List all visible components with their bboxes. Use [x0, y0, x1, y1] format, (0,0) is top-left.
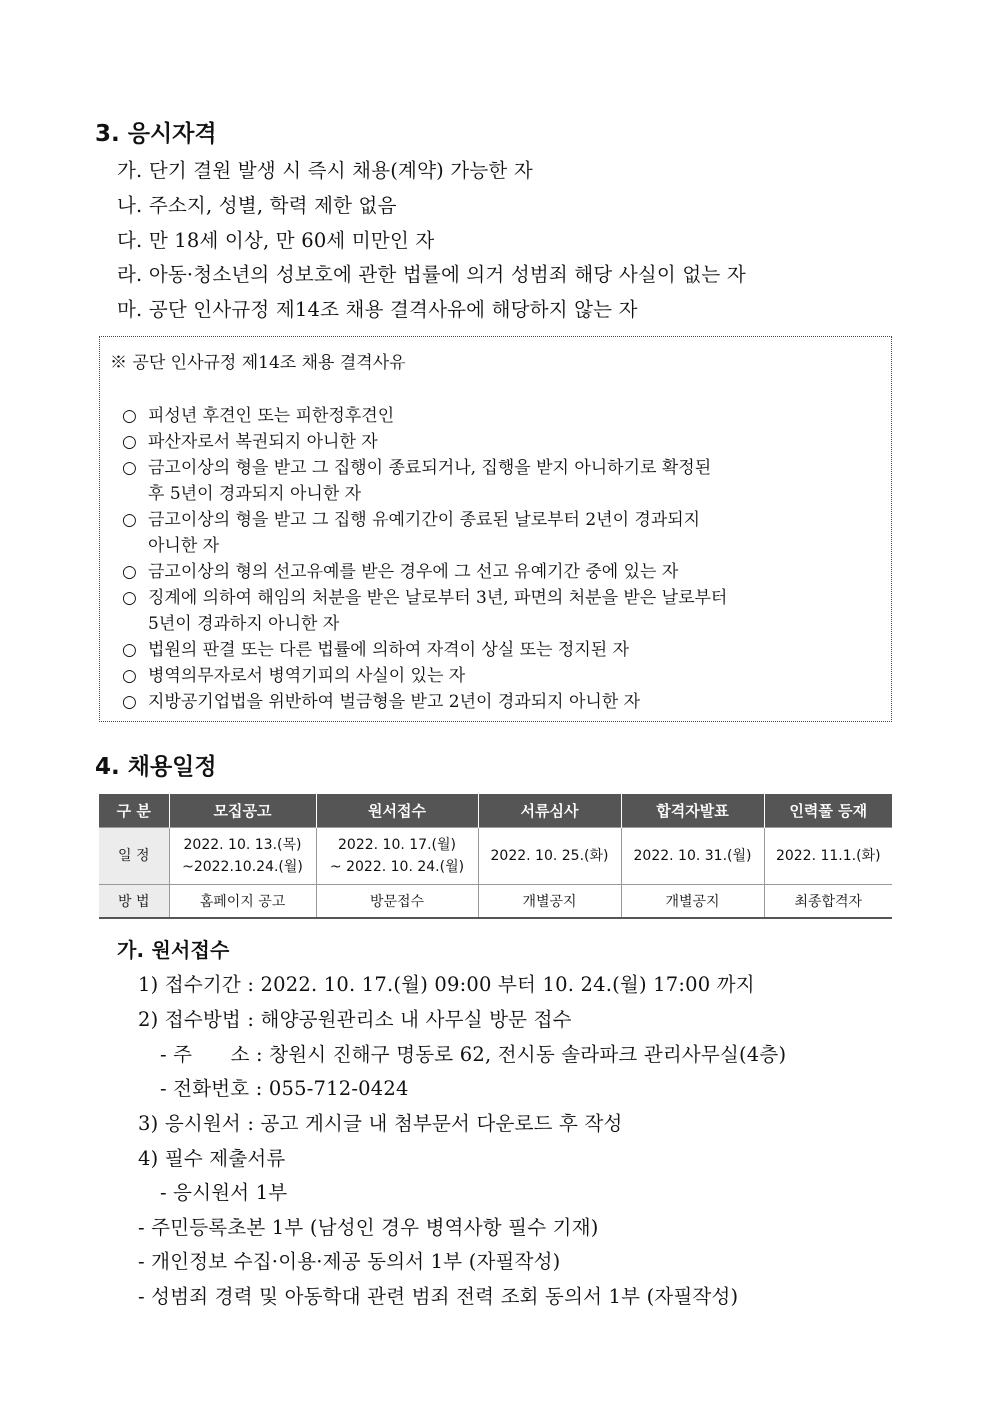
bullet-circle-icon: ○: [122, 562, 137, 582]
disqualification-box: [99, 336, 892, 722]
application-line: - 성범죄 경력 및 아동학대 관련 범죄 전력 조회 동의서 1부 (자필작성): [138, 1285, 739, 1308]
disqualification-item: ○ 지방공기업법을 위반하여 벌금형을 받고 2년이 경과되지 아니한 자: [122, 692, 641, 712]
table-cell: 개별공지: [478, 885, 621, 919]
table-cell: 홈페이지 공고: [169, 885, 316, 919]
disqualification-item-continuation: 5년이 경과하지 아니한 자: [148, 614, 340, 634]
bullet-circle-icon: ○: [122, 666, 137, 686]
disqualification-item: ○ 파산자로서 복권되지 아니한 자: [122, 432, 378, 452]
bullet-circle-icon: ○: [122, 406, 137, 426]
application-line: 1) 접수기간 : 2022. 10. 17.(월) 09:00 부터 10. 24.(월) 17:00 까지: [138, 973, 755, 996]
section-4-title: 4. 채용일정: [95, 754, 217, 780]
application-line: - 주민등록초본 1부 (남성인 경우 병역사항 필수 기재): [138, 1216, 599, 1239]
table-header-cell: 원서접수: [316, 794, 478, 828]
bullet-circle-icon: ○: [122, 432, 137, 452]
disqualification-item: ○ 금고이상의 형을 받고 그 집행이 종료되거나, 집행을 받지 아니하기로 확정된: [122, 458, 712, 478]
row-label: 일 정: [99, 828, 169, 885]
application-line: 4) 필수 제출서류: [138, 1147, 286, 1170]
qualification-item: 라. 아동·청소년의 성보호에 관한 법률에 의거 성범죄 해당 사실이 없는 자: [117, 263, 746, 286]
table-cell: 2022. 10. 31.(월): [621, 828, 764, 885]
table-cell: 2022. 10. 25.(화): [478, 828, 621, 885]
table-header-cell: 구 분: [99, 794, 169, 828]
table-header-cell: 서류심사: [478, 794, 621, 828]
disqualification-item: ○ 피성년 후견인 또는 피한정후견인: [122, 406, 395, 426]
table-cell: 2022. 10. 13.(목) ~2022.10.24.(월): [169, 828, 316, 885]
qualification-item: 가. 단기 결원 발생 시 즉시 채용(계약) 가능한 자: [117, 159, 533, 182]
application-subtitle: 가. 원서접수: [117, 938, 230, 962]
disqualification-item-continuation: 아니한 자: [148, 536, 220, 556]
application-line: - 전화번호 : 055-712-0424: [160, 1077, 409, 1100]
table-header-cell: 모집공고: [169, 794, 316, 828]
disqualification-item: ○ 법원의 판결 또는 다른 법률에 의하여 자격이 상실 또는 정지된 자: [122, 640, 630, 660]
qualification-item: 나. 주소지, 성별, 학력 제한 없음: [117, 194, 397, 217]
bullet-circle-icon: ○: [122, 510, 137, 530]
table-row: [99, 885, 892, 919]
section-3-title: 3. 응시자격: [95, 121, 217, 147]
table-header-row: [99, 794, 892, 828]
table-cell: 최종합격자: [764, 885, 892, 919]
table-cell: 개별공지: [621, 885, 764, 919]
bullet-circle-icon: ○: [122, 692, 137, 712]
disqualification-item: ○ 금고이상의 형의 선고유예를 받은 경우에 그 선고 유예기간 중에 있는 자: [122, 562, 679, 582]
table-header-cell: 합격자발표: [621, 794, 764, 828]
disqualification-box-title: ※ 공단 인사규정 제14조 채용 결격사유: [110, 353, 406, 373]
table-cell: 2022. 10. 17.(월) ~ 2022. 10. 24.(월): [316, 828, 478, 885]
table-cell: 방문접수: [316, 885, 478, 919]
application-line: 3) 응시원서 : 공고 게시글 내 첨부문서 다운로드 후 작성: [138, 1112, 623, 1135]
qualification-item: 마. 공단 인사규정 제14조 채용 결격사유에 해당하지 않는 자: [117, 298, 638, 321]
disqualification-item: ○ 금고이상의 형을 받고 그 집행 유예기간이 종료된 날로부터 2년이 경과되지: [122, 510, 701, 530]
schedule-table: [99, 794, 892, 919]
table-cell: 2022. 11.1.(화): [764, 828, 892, 885]
application-line: - 응시원서 1부: [160, 1181, 288, 1204]
qualification-item: 다. 만 18세 이상, 만 60세 미만인 자: [117, 229, 435, 252]
disqualification-item: ○ 징계에 의하여 해임의 처분을 받은 날로부터 3년, 파면의 처분을 받은 날로부터: [122, 588, 728, 608]
row-label: 방 법: [99, 885, 169, 919]
disqualification-item: ○ 병역의무자로서 병역기피의 사실이 있는 자: [122, 666, 466, 686]
bullet-circle-icon: ○: [122, 640, 137, 660]
application-line: - 주 소 : 창원시 진해구 명동로 62, 전시동 솔라파크 관리사무실(4층): [160, 1043, 787, 1066]
disqualification-item-continuation: 후 5년이 경과되지 아니한 자: [148, 484, 362, 504]
bullet-circle-icon: ○: [122, 458, 137, 478]
table-row: [99, 828, 892, 885]
table-header-cell: 인력풀 등재: [764, 794, 892, 828]
bullet-circle-icon: ○: [122, 588, 137, 608]
application-line: 2) 접수방법 : 해양공원관리소 내 사무실 방문 접수: [138, 1008, 572, 1031]
application-line: - 개인정보 수집·이용·제공 동의서 1부 (자필작성): [138, 1250, 561, 1273]
